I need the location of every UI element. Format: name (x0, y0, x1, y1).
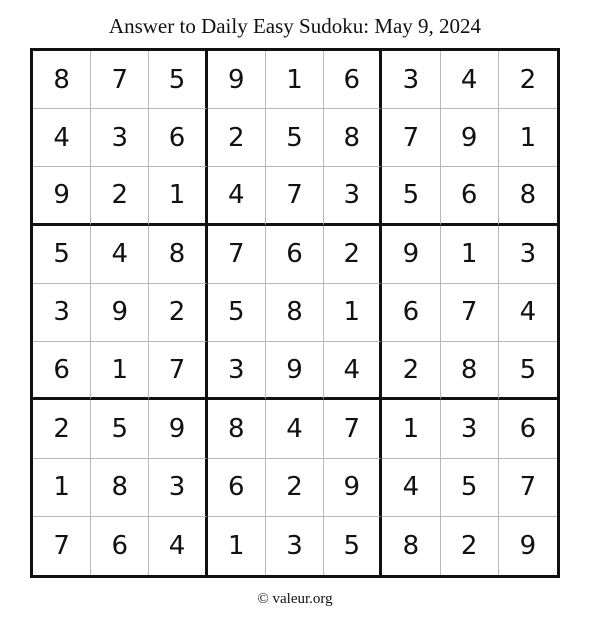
sudoku-cell-r1-c3: 5 (149, 51, 207, 109)
sudoku-cell-r1-c4: 9 (208, 51, 266, 109)
sudoku-cell-r7-c2: 5 (91, 400, 149, 458)
sudoku-cell-r9-c3: 4 (149, 517, 207, 575)
sudoku-cell-r6-c3: 7 (149, 342, 207, 400)
copyright-footer: © valeur.org (257, 591, 333, 607)
sudoku-cell-r5-c9: 4 (499, 284, 557, 342)
sudoku-cell-r6-c8: 8 (441, 342, 499, 400)
sudoku-cell-r2-c9: 1 (499, 109, 557, 167)
sudoku-cell-r5-c3: 2 (149, 284, 207, 342)
sudoku-cell-r4-c2: 4 (91, 226, 149, 284)
sudoku-board (30, 48, 560, 578)
sudoku-cell-r6-c2: 1 (91, 342, 149, 400)
sudoku-cell-r7-c8: 3 (441, 400, 499, 458)
sudoku-cell-r8-c7: 4 (382, 459, 440, 517)
sudoku-cell-r4-c1: 5 (33, 226, 91, 284)
sudoku-cell-r8-c5: 2 (266, 459, 324, 517)
sudoku-cell-r9-c1: 7 (33, 517, 91, 575)
sudoku-cell-r9-c6: 5 (324, 517, 382, 575)
sudoku-cell-r8-c6: 9 (324, 459, 382, 517)
sudoku-cell-r9-c9: 9 (519, 530, 537, 561)
sudoku-cell-r3-c5: 7 (266, 167, 324, 225)
sudoku-cell-r3-c6: 3 (324, 167, 382, 225)
sudoku-cell-r1-c2: 7 (91, 51, 149, 109)
sudoku-cell-r5-c1: 3 (33, 284, 91, 342)
sudoku-cell-r7-c7: 1 (382, 400, 440, 458)
sudoku-cell-r6-c1: 6 (33, 342, 91, 400)
sudoku-cell-r6-c5: 9 (266, 342, 324, 400)
sudoku-cell-r3-c3: 1 (149, 167, 207, 225)
sudoku-cell-r7-c4: 8 (208, 400, 266, 458)
sudoku-cell-r2-c2: 3 (91, 109, 149, 167)
sudoku-cell-r3-c2: 2 (91, 167, 149, 225)
sudoku-cell-r1-c5: 1 (266, 51, 324, 109)
sudoku-cell-r7-c6: 7 (324, 400, 382, 458)
sudoku-cell-r3-c7: 5 (382, 167, 440, 225)
sudoku-cell-r8-c9: 7 (499, 459, 557, 517)
sudoku-cell-r1-c6: 6 (324, 51, 382, 109)
sudoku-cell-r4-c3: 8 (149, 226, 207, 284)
sudoku-cell-r8-c3: 3 (149, 459, 207, 517)
sudoku-cell-r4-c4: 7 (208, 226, 266, 284)
sudoku-cell-r8-c1: 1 (33, 459, 91, 517)
sudoku-cell-r1-c9: 2 (499, 51, 557, 109)
sudoku-cell-r5-c5: 8 (266, 284, 324, 342)
sudoku-cell-r9-c2: 6 (91, 517, 149, 575)
sudoku-cell-r9-c7: 8 (382, 517, 440, 575)
sudoku-cell-r2-c4: 2 (208, 109, 266, 167)
sudoku-cell-r5-c6: 1 (324, 284, 382, 342)
sudoku-cell-r1-c1: 8 (33, 51, 91, 109)
sudoku-cell-r2-c8: 9 (441, 109, 499, 167)
sudoku-cell-r8-c4: 6 (208, 459, 266, 517)
sudoku-cell-r4-c6: 2 (324, 226, 382, 284)
sudoku-cell-r4-c8: 1 (441, 226, 499, 284)
sudoku-cell-r5-c8: 7 (441, 284, 499, 342)
sudoku-cell-r2-c1: 4 (33, 109, 91, 167)
sudoku-cell-r8-c2: 8 (91, 459, 149, 517)
sudoku-cell-r5-c7: 6 (382, 284, 440, 342)
sudoku-cell-r2-c6: 8 (324, 109, 382, 167)
sudoku-cell-r9-c5: 3 (266, 517, 324, 575)
sudoku-cell-r1-c7: 3 (382, 51, 440, 109)
sudoku-cell-r6-c4: 3 (208, 342, 266, 400)
sudoku-cell-r5-c4: 5 (208, 284, 266, 342)
sudoku-cell-r2-c3: 6 (149, 109, 207, 167)
sudoku-cell-r2-c5: 5 (266, 109, 324, 167)
sudoku-cell-r9-c8: 2 (441, 517, 499, 575)
sudoku-cell-r3-c4: 4 (208, 167, 266, 225)
sudoku-cell-r3-c9: 8 (499, 167, 557, 225)
sudoku-cell-r3-c8: 6 (441, 167, 499, 225)
sudoku-cell-r7-c1: 2 (33, 400, 91, 458)
sudoku-cell-r7-c3: 9 (149, 400, 207, 458)
sudoku-cell-r5-c2: 9 (91, 284, 149, 342)
sudoku-cell-r4-c9: 3 (499, 226, 557, 284)
sudoku-cell-r8-c8: 5 (441, 459, 499, 517)
sudoku-cell-r2-c7: 7 (382, 109, 440, 167)
sudoku-cell-r4-c7: 9 (382, 226, 440, 284)
sudoku-cell-r1-c8: 4 (441, 51, 499, 109)
sudoku-cell-r6-c6: 4 (324, 342, 382, 400)
sudoku-cell-r6-c7: 2 (382, 342, 440, 400)
sudoku-cell-r6-c9: 5 (499, 342, 557, 400)
sudoku-cell-r7-c5: 4 (266, 400, 324, 458)
sudoku-cell-r9-c4: 1 (208, 517, 266, 575)
puzzle-title: Answer to Daily Easy Sudoku: May 9, 2024 (108, 14, 482, 38)
sudoku-cell-r3-c1: 9 (33, 167, 91, 225)
sudoku-cell-r7-c9: 6 (499, 400, 557, 458)
sudoku-cell-r4-c5: 6 (266, 226, 324, 284)
